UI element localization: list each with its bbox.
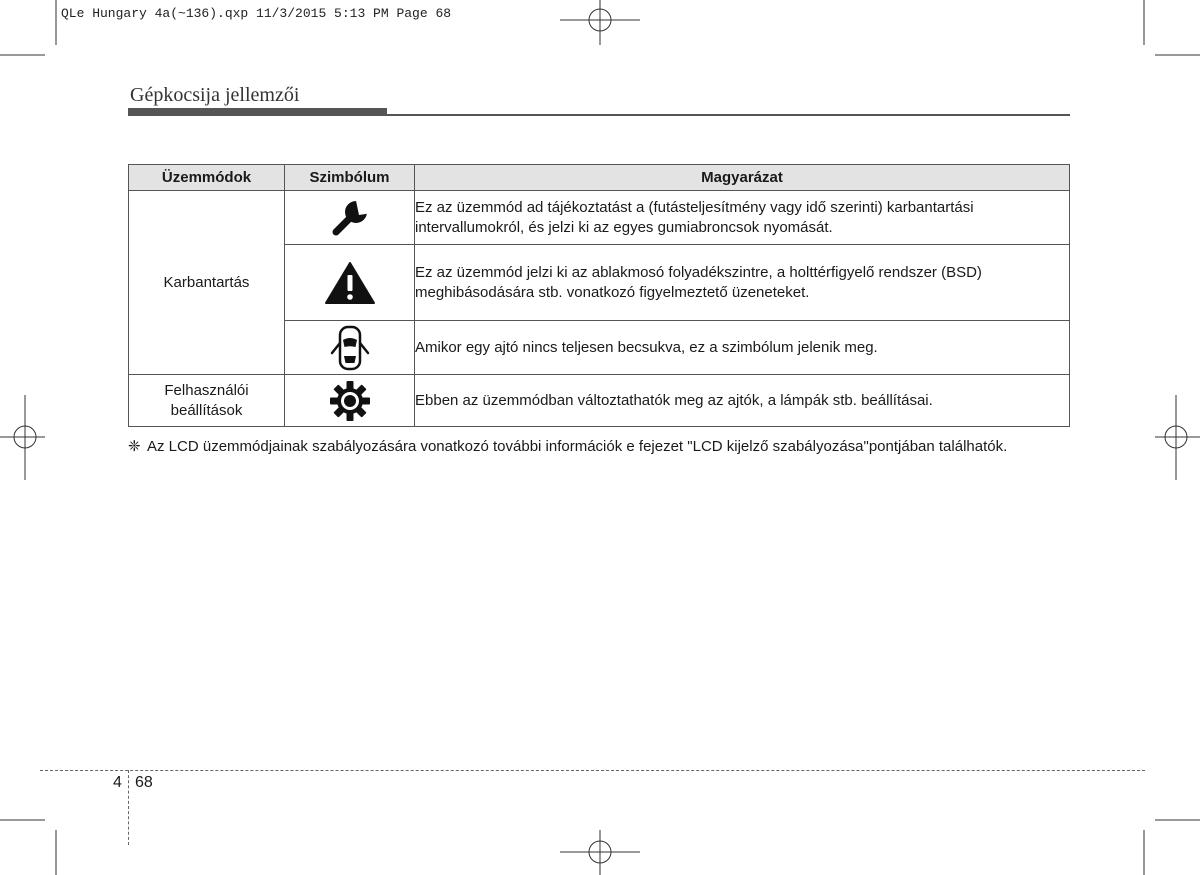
table-header-row — [129, 165, 1070, 191]
symbol-cell — [285, 321, 415, 375]
mode-felhasznaloi-beallitasok: Felhasználói beállítások — [129, 375, 285, 427]
symbol-cell — [285, 245, 415, 321]
registration-mark-bottom — [560, 830, 640, 875]
header-description: Magyarázat — [415, 165, 1070, 191]
row-description: Ez az üzemmód ad tájékoztatást a (futásteljesítmény vagy idő szerinti) karbantartási intervallumokról, és jelzi ki az egyes gumiabroncsok nyomását. — [415, 191, 1070, 245]
lcd-modes-table — [128, 164, 1070, 427]
row-description: Ez az üzemmód jelzi ki az ablakmosó folyadékszintre, a holttérfigyelő rendszer (BSD) meghibásodására stb. vonatkozó figyelmeztető üzeneteket. — [415, 245, 1070, 321]
footer-rule — [40, 770, 1145, 771]
section-title: Gépkocsija jellemzői — [130, 84, 300, 106]
gear-icon — [328, 379, 372, 423]
row-description: Amikor egy ajtó nincs teljesen becsukva, ez a szimbólum jelenik meg. — [415, 321, 1070, 375]
chapter-number: 4 — [113, 774, 122, 791]
footnote-text: Az LCD üzemmódjainak szabályozására vonatkozó további információk e fejezet "LCD kijelző szabályozása"pontjában találhatók. — [147, 438, 1008, 455]
header-mode: Üzemmódok — [129, 165, 285, 191]
table-row — [129, 375, 1070, 427]
wrench-icon — [328, 196, 372, 240]
warning-triangle-icon — [324, 261, 376, 305]
registration-mark-top — [560, 0, 640, 45]
symbol-cell — [285, 375, 415, 427]
title-rule-thick — [128, 108, 387, 116]
table-row — [129, 191, 1070, 245]
footer-divider — [128, 770, 129, 845]
title-rule-thin — [387, 114, 1070, 116]
registration-mark-left — [0, 395, 45, 480]
header-symbol: Szimbólum — [285, 165, 415, 191]
registration-mark-right — [1155, 395, 1200, 480]
mode-karbantartas: Karbantartás — [129, 191, 285, 375]
footnote-mark: ❈ — [128, 438, 141, 455]
print-file-header: QLe Hungary 4a(~136).qxp 11/3/2015 5:13 PM Page 68 — [61, 6, 452, 21]
symbol-cell — [285, 191, 415, 245]
page-number: 68 — [135, 774, 153, 791]
car-door-open-icon — [328, 323, 372, 373]
row-description: Ebben az üzemmódban változtathatók meg az ajtók, a lámpák stb. beállításai. — [415, 375, 1070, 427]
footnote — [128, 437, 1070, 456]
